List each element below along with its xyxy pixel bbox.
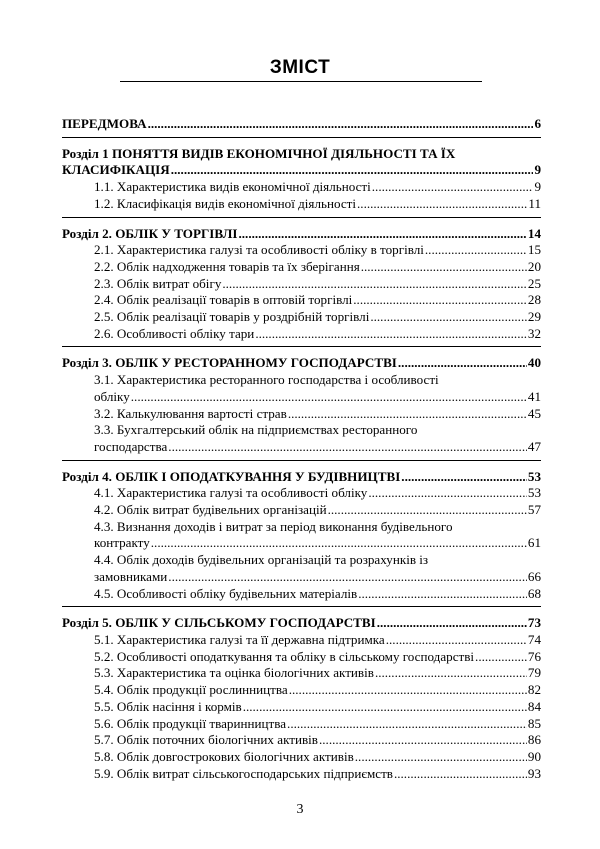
toc-entry-title: замовниками	[94, 568, 168, 584]
dot-leader	[368, 485, 527, 502]
toc-subsection-entry[interactable]	[62, 586, 541, 603]
toc-entry-title: 5.8. Облік довгострокових біологічних активів	[94, 748, 354, 764]
toc-page-number: 85	[527, 715, 541, 731]
toc-entry-title: 2.5. Облік реалізації товарів у роздрібній торгівлі	[94, 309, 370, 325]
toc-subsection-entry[interactable]	[62, 716, 541, 733]
toc-entry-title: 5.7. Облік поточних біологічних активів	[94, 732, 318, 748]
toc-page-number: 28	[527, 292, 541, 308]
toc-subsection-entry[interactable]	[62, 439, 541, 456]
dot-leader	[475, 649, 527, 666]
dot-leader	[168, 439, 527, 456]
dot-leader	[357, 196, 527, 213]
toc-subsection-entry[interactable]	[62, 196, 541, 213]
toc-page-number: 79	[527, 665, 541, 681]
dot-leader	[243, 699, 527, 716]
toc-page-number: 86	[527, 732, 541, 748]
dot-leader	[425, 242, 527, 259]
toc-entry-text-line1: 3.3. Бухгалтерський облік на підприємствах ресторанного	[94, 422, 418, 438]
toc-subsection-entry[interactable]	[62, 665, 541, 682]
dot-leader	[168, 569, 527, 586]
toc-entry-title: КЛАСИФІКАЦІЯ	[62, 162, 170, 178]
toc-chapter-entry[interactable]	[62, 615, 541, 632]
toc-entry-title: 4.1. Характеристика галузі та особливості обліку	[94, 485, 368, 501]
toc-page-number: 74	[527, 631, 541, 647]
toc-page-number: 15	[527, 242, 541, 258]
toc-entry-title: 2.4. Облік реалізації товарів в оптовій торгівлі	[94, 292, 353, 308]
toc-entry-title: 2.3. Облік витрат обігу	[94, 275, 222, 291]
toc-page-number: 61	[527, 535, 541, 551]
dot-leader	[255, 326, 527, 343]
toc-subsection-entry[interactable]	[62, 649, 541, 666]
toc-entry-title: Розділ 3. ОБЛІК У РЕСТОРАННОМУ ГОСПОДАРСТВІ	[62, 355, 397, 371]
toc-page-number: 73	[527, 615, 541, 631]
toc-entry-text-line1: 4.3. Визнання доходів і витрат за період виконання будівельного	[94, 518, 453, 534]
dot-leader	[151, 535, 527, 552]
toc-entry-title: 5.4. Облік продукції рослинництва	[94, 682, 288, 698]
toc-entry-title: 5.6. Облік продукції тваринництва	[94, 715, 287, 731]
dot-leader	[288, 406, 527, 423]
title-underline	[120, 81, 482, 82]
toc-page-number: 14	[527, 225, 541, 241]
toc-entry-title: 2.1. Характеристика галузі та особливості обліку в торгівлі	[94, 242, 424, 258]
dot-leader	[328, 502, 527, 519]
toc-section	[62, 615, 541, 786]
toc-chapter-entry[interactable]	[62, 116, 541, 133]
toc-section	[62, 116, 541, 138]
dot-leader	[370, 309, 527, 326]
dot-leader	[287, 716, 527, 733]
dot-leader	[358, 586, 527, 603]
dot-leader	[372, 179, 534, 196]
toc-entry-title: господарства	[94, 438, 168, 454]
dot-leader	[401, 469, 527, 486]
toc-page-number: 9	[534, 179, 541, 195]
dot-leader	[386, 632, 527, 649]
toc-page-number: 76	[527, 648, 541, 664]
toc-subsection-entry[interactable]	[62, 292, 541, 309]
toc-entry-title: обліку	[94, 388, 130, 404]
toc-entry-title: Розділ 4. ОБЛІК І ОПОДАТКУВАННЯ У БУДІВНИЦТВІ	[62, 468, 401, 484]
toc-entry-title: 5.1. Характеристика галузі та її державна підтримка	[94, 631, 385, 647]
dot-leader	[353, 292, 527, 309]
toc-entry-title: 2.6. Особливості обліку тари	[94, 325, 255, 341]
toc-page-number: 84	[527, 698, 541, 714]
toc-page-number: 68	[527, 585, 541, 601]
toc-subsection-entry[interactable]	[62, 309, 541, 326]
toc-page-number: 25	[527, 275, 541, 291]
toc-page-number: 41	[527, 388, 541, 404]
toc-entry-text-line1: Розділ 1 ПОНЯТТЯ ВИДІВ ЕКОНОМІЧНОЇ ДІЯЛЬНОСТІ ТА ЇХ	[62, 145, 456, 161]
toc-page-number: 57	[527, 502, 541, 518]
toc-chapter-entry[interactable]	[62, 355, 541, 372]
dot-leader	[148, 116, 534, 133]
page-title: ЗМІСТ	[269, 57, 331, 78]
dot-leader	[131, 389, 527, 406]
toc-entry-title: ПЕРЕДМОВА	[62, 116, 147, 131]
toc-page-number: 66	[527, 568, 541, 584]
dot-leader	[394, 766, 527, 783]
toc-subsection-entry[interactable]	[62, 699, 541, 716]
toc-subsection-entry[interactable]	[62, 276, 541, 293]
toc-subsection-entry[interactable]	[62, 259, 541, 276]
toc-page-number: 45	[527, 405, 541, 421]
toc-page-number: 53	[527, 485, 541, 501]
dot-leader	[171, 162, 534, 179]
toc-page-number: 53	[527, 468, 541, 484]
toc-page-number: 11	[528, 195, 541, 211]
toc-section	[62, 355, 541, 460]
toc-subsection-entry[interactable]	[62, 485, 541, 502]
toc-entry-title: 5.9. Облік витрат сільськогосподарських підприємств	[94, 765, 393, 781]
dot-leader	[377, 615, 527, 632]
toc-page-number: 90	[527, 748, 541, 764]
dot-leader	[398, 355, 527, 372]
toc-subsection-entry[interactable]	[62, 569, 541, 586]
toc-chapter-entry[interactable]	[62, 469, 541, 486]
toc-section	[62, 469, 541, 608]
toc-entry-text-line1: 3.1. Характеристика ресторанного господарства і особливості	[94, 372, 439, 388]
dot-leader	[319, 732, 527, 749]
toc-entry-title: 2.2. Облік надходження товарів та їх зберігання	[94, 258, 360, 274]
toc-page-number: 9	[534, 162, 541, 178]
toc-subsection-entry[interactable]	[62, 502, 541, 519]
toc-subsection-entry[interactable]	[62, 406, 541, 423]
toc-chapter-entry[interactable]	[62, 162, 541, 179]
toc-page-number: 47	[527, 438, 541, 454]
toc-entry-title: контракту	[94, 535, 150, 551]
toc-page-number: 32	[527, 325, 541, 341]
toc-chapter-entry[interactable]	[62, 226, 541, 243]
toc-subsection-entry[interactable]	[62, 682, 541, 699]
dot-leader	[361, 259, 527, 276]
toc-page-number: 29	[527, 309, 541, 325]
toc-page-number: 40	[527, 355, 541, 371]
page-number: 3	[296, 802, 304, 817]
toc-entry-title: Розділ 2. ОБЛІК У ТОРГІВЛІ	[62, 225, 238, 241]
toc-subsection-entry[interactable]	[62, 535, 541, 552]
dot-leader	[239, 226, 527, 243]
toc-subsection-entry[interactable]	[62, 766, 541, 783]
toc-subsection-entry[interactable]	[62, 389, 541, 406]
toc-entry-text-line1: 4.4. Облік доходів будівельних організацій та розрахунків із	[94, 552, 429, 568]
toc-page-number: 20	[527, 258, 541, 274]
toc-section	[62, 226, 541, 348]
toc-subsection-entry[interactable]	[62, 749, 541, 766]
toc-subsection-entry[interactable]	[62, 632, 541, 649]
toc-entry-title: 4.5. Особливості обліку будівельних матеріалів	[94, 585, 358, 601]
toc-entry-title: 4.2. Облік витрат будівельних організацій	[94, 502, 327, 518]
dot-leader	[289, 682, 527, 699]
toc-subsection-entry[interactable]	[62, 242, 541, 259]
table-of-contents	[62, 116, 541, 794]
toc-entry-title: 1.1. Характеристика видів економічної діяльності	[94, 179, 371, 195]
toc-entry-title: 5.2. Особливості оподаткування та обліку в сільському господарстві	[94, 648, 475, 664]
toc-entry-title: Розділ 5. ОБЛІК У СІЛЬСЬКОМУ ГОСПОДАРСТВІ	[62, 615, 376, 631]
toc-page-number: 93	[527, 765, 541, 781]
toc-subsection-entry[interactable]	[62, 732, 541, 749]
toc-subsection-entry[interactable]	[62, 326, 541, 343]
dot-leader	[375, 665, 527, 682]
toc-page-number: 6	[534, 116, 541, 131]
toc-entry-title: 1.2. Класифікація видів економічної діяльності	[94, 195, 357, 211]
toc-entry-title: 5.5. Облік насіння і кормів	[94, 698, 242, 714]
toc-page-number: 82	[527, 682, 541, 698]
toc-entry-title: 3.2. Калькулювання вартості страв	[94, 405, 287, 421]
toc-section	[62, 146, 541, 218]
dot-leader	[222, 276, 527, 293]
toc-entry-title: 5.3. Характеристика та оцінка біологічних активів	[94, 665, 374, 681]
dot-leader	[355, 749, 527, 766]
toc-subsection-entry[interactable]	[62, 179, 541, 196]
